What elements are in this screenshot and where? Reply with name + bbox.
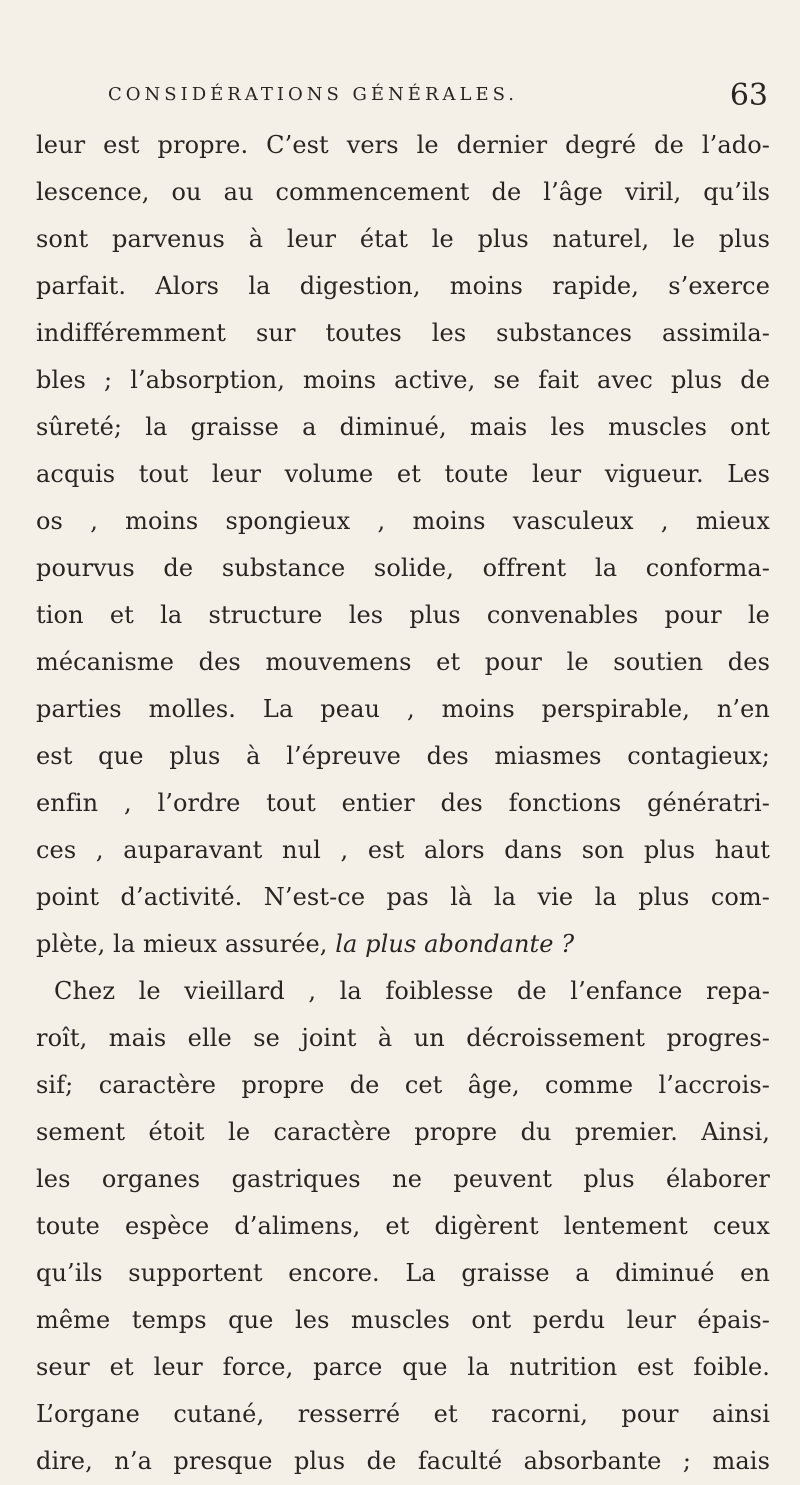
text-line: mécanisme des mouvemens et pour le soutien des: [36, 648, 770, 676]
text-line: os , moins spongieux , moins vasculeux , mieux: [36, 507, 770, 535]
running-head: [36, 66, 776, 114]
text-segment: plète, la mieux assurée,: [36, 930, 328, 958]
text-line: parties molles. La peau , moins perspirable, n’en: [36, 695, 770, 723]
text-line: parfait. Alors la digestion, moins rapide, s’exerce: [36, 272, 770, 300]
text-line: sûreté; la graisse a diminué, mais les muscles ont: [36, 413, 770, 441]
text-line-with-italic: [36, 921, 770, 968]
text-line: toute espèce d’alimens, et digèrent lentement ceux: [36, 1212, 770, 1240]
text-line: même temps que les muscles ont perdu leur épais-: [36, 1306, 770, 1334]
text-line: L’organe cutané, resserré et racorni, pour ainsi: [36, 1400, 770, 1428]
text-line: leur est propre. C’est vers le dernier degré de l’ado-: [36, 131, 770, 159]
text-line: sont parvenus à leur état le plus naturel, le plus: [36, 225, 770, 253]
text-line: sement étoit le caractère propre du premier. Ainsi,: [36, 1118, 770, 1146]
text-line: indifféremment sur toutes les substances assimila-: [36, 319, 770, 347]
paragraph-first-line: Chez le vieillard , la foiblesse de l’enfance repa-: [54, 977, 770, 1005]
page-number: 63: [729, 78, 768, 113]
text-line: roît, mais elle se joint à un décroissement progres-: [36, 1024, 770, 1052]
text-line: point d’activité. N’est-ce pas là la vie la plus com-: [36, 883, 770, 911]
text-line: seur et leur force, parce que la nutrition est foible.: [36, 1353, 770, 1381]
text-line: est que plus à l’épreuve des miasmes contagieux;: [36, 742, 770, 770]
text-line: les organes gastriques ne peuvent plus élaborer: [36, 1165, 770, 1193]
text-line: lescence, ou au commencement de l’âge viril, qu’ils: [36, 178, 770, 206]
text-line: acquis tout leur volume et toute leur vigueur. Les: [36, 460, 770, 488]
text-line: pourvus de substance solide, offrent la conforma-: [36, 554, 770, 582]
text-line: enfin , l’ordre tout entier des fonctions génératri-: [36, 789, 770, 817]
text-line: ces , auparavant nul , est alors dans son plus haut: [36, 836, 770, 864]
text-line: qu’ils supportent encore. La graisse a diminué en: [36, 1259, 770, 1287]
text-line: sif; caractère propre de cet âge, comme l’accrois-: [36, 1071, 770, 1099]
text-line: bles ; l’absorption, moins active, se fait avec plus de: [36, 366, 770, 394]
italic-phrase: la plus abondante ?: [335, 930, 575, 958]
body-text: [36, 122, 770, 1485]
running-title: CONSIDÉRATIONS GÉNÉRALES.: [108, 84, 518, 105]
text-line: dire, n’a presque plus de faculté absorbante ; mais: [36, 1447, 770, 1475]
text-line: tion et la structure les plus convenables pour le: [36, 601, 770, 629]
